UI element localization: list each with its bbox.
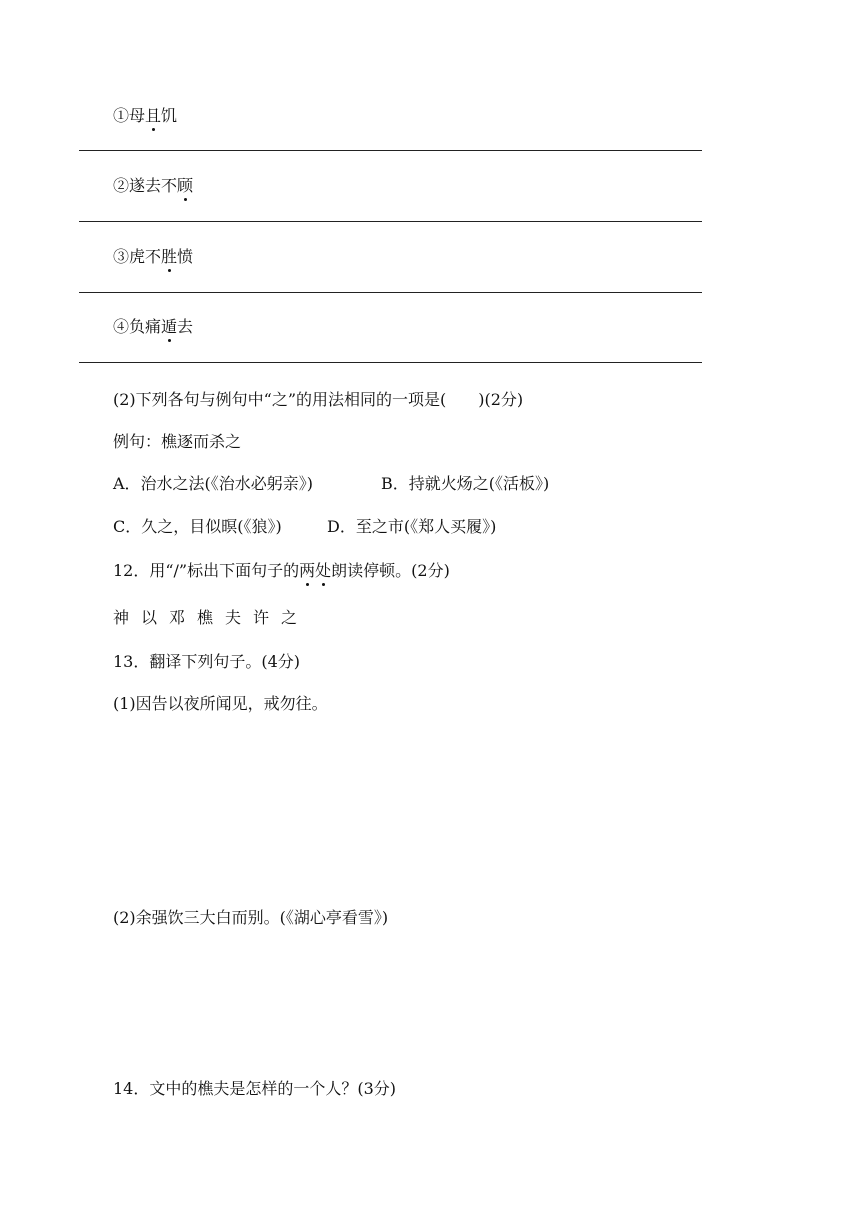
q11-item-3: ③虎不胜愤	[113, 247, 194, 266]
q12-stem: 12．用“/”标出下面句子的两处朗读停顿。(2分)	[113, 561, 450, 580]
emphasis-char: 处	[315, 561, 332, 580]
q12-sentence: 神以邓樵夫许之	[113, 608, 310, 627]
q11-item-1: ①母且饥	[113, 106, 178, 125]
option-c: C．久之，目似暝(《狼》)	[113, 517, 282, 536]
option-d: D．至之市(《郑人买履》)	[327, 517, 497, 536]
q13-sentence-1: (1)因告以夜所闻见，戒勿往。	[113, 694, 328, 713]
q13-sentence-2: (2)余强饮三大白而别。(《湖心亭看雪》)	[113, 908, 389, 927]
emphasis-char: 两	[299, 561, 316, 580]
answer-line[interactable]	[79, 362, 702, 363]
answer-line[interactable]	[79, 221, 702, 222]
q11-item-2: ②遂去不顾	[113, 176, 194, 195]
q11-2-example: 例句：樵逐而杀之	[113, 432, 242, 451]
emphasis-char: 顾	[177, 176, 194, 195]
q11-item-4: ④负痛遁去	[113, 317, 194, 336]
q11-2-stem: (2)下列各句与例句中“之”的用法相同的一项是( )(2分)	[113, 390, 524, 409]
option-b: B．持就火炀之(《活板》)	[381, 474, 550, 493]
q13-stem: 13．翻译下列句子。(4分)	[113, 652, 301, 671]
answer-line[interactable]	[79, 292, 702, 293]
option-a: A．治水之法(《治水必躬亲》)	[113, 474, 314, 493]
answer-line[interactable]	[79, 150, 702, 151]
emphasis-char: 且	[145, 106, 162, 125]
q14-stem: 14．文中的樵夫是怎样的一个人？(3分)	[113, 1079, 397, 1098]
emphasis-char: 胜	[161, 247, 178, 266]
emphasis-char: 遁	[161, 317, 178, 336]
